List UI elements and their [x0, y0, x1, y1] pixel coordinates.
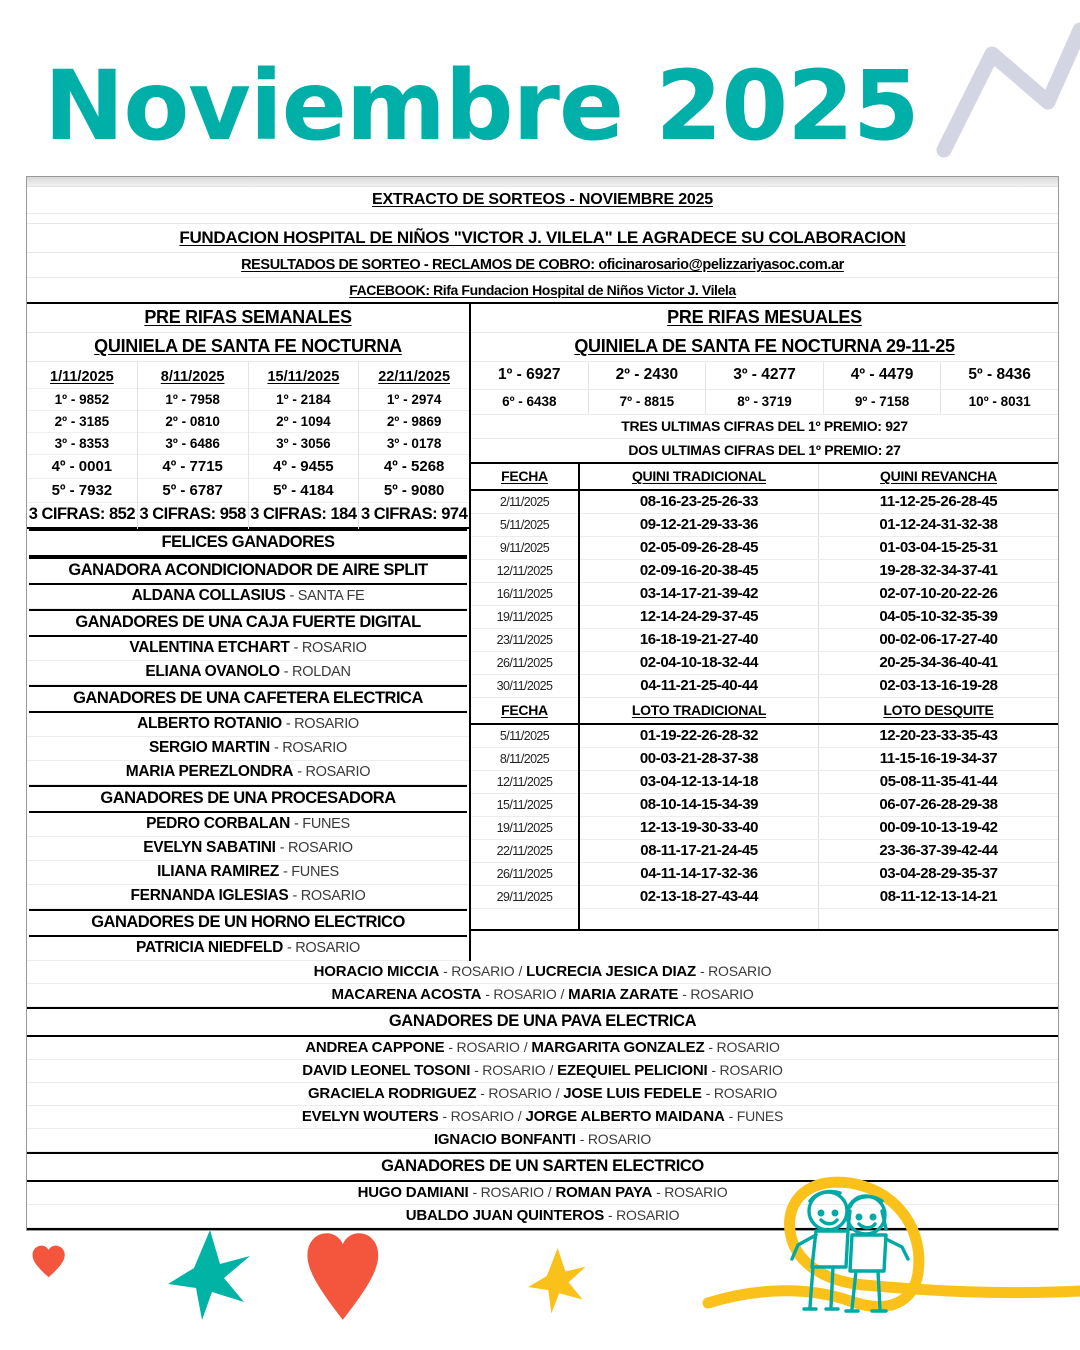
- quini-date: 2/11/2025: [471, 490, 579, 514]
- winner-name-row: ANDREA CAPPONE - ROSARIO / MARGARITA GONZALEZ - ROSARIO: [27, 1037, 1058, 1060]
- loto-header-1: FECHA: [471, 698, 579, 724]
- winner-name-row: PEDRO CORBALAN - FUNES: [27, 813, 469, 837]
- winner-group-heading: GANADORES DE UNA PROCESADORA: [29, 785, 467, 813]
- loto-numbers: 03-04-28-29-35-37: [819, 863, 1059, 886]
- winner-name-row: ELIANA OVANOLO - ROLDAN: [27, 661, 469, 685]
- table-row: [471, 886, 1058, 909]
- loto-date: 26/11/2025: [471, 863, 579, 886]
- weekly-cifras: 3 CIFRAS: 974: [359, 502, 469, 529]
- loto-date: 12/11/2025: [471, 771, 579, 794]
- quini-numbers: 03-14-17-21-39-42: [579, 583, 819, 606]
- winner-name-row: EVELYN SABATINI - ROSARIO: [27, 837, 469, 861]
- weekly-subtitle: QUINIELA DE SANTA FE NOCTURNA: [94, 336, 402, 356]
- quini-header-1: FECHA: [471, 464, 579, 490]
- weekly-prize: 5º - 4184: [249, 478, 359, 502]
- loto-date: 29/11/2025: [471, 886, 579, 909]
- quini-date: 30/11/2025: [471, 675, 579, 698]
- lottery-results-sheet: [26, 176, 1059, 1231]
- winner-name-row: FERNANDA IGLESIAS - ROSARIO: [27, 885, 469, 909]
- small-heart-icon: [32, 1246, 64, 1278]
- table-row: [471, 537, 1058, 560]
- quini-numbers: 19-28-32-34-37-41: [819, 560, 1059, 583]
- loto-numbers: 12-13-19-30-33-40: [579, 817, 819, 840]
- weekly-prize: 1º - 9852: [27, 388, 137, 410]
- loto-numbers: 04-11-14-17-32-36: [579, 863, 819, 886]
- winner-name-row: EVELYN WOUTERS - ROSARIO / JORGE ALBERTO MAIDANA - FUNES: [27, 1106, 1058, 1129]
- quini-numbers: 04-05-10-32-35-39: [819, 606, 1059, 629]
- winners-banner: FELICES GANADORES: [29, 529, 467, 557]
- weekly-column-1: [27, 361, 138, 529]
- spacer-row: [27, 214, 1058, 224]
- weekly-prize: 3º - 3056: [249, 432, 359, 454]
- weekly-grid: [27, 361, 469, 529]
- quini-header-3: QUINI REVANCHA: [819, 464, 1059, 490]
- quini-numbers: 12-14-24-29-37-45: [579, 606, 819, 629]
- weekly-prize: 1º - 2184: [249, 388, 359, 410]
- winner-name-row: HORACIO MICCIA - ROSARIO / LUCRECIA JESICA DIAZ - ROSARIO: [27, 961, 1058, 984]
- monthly-title: PRE RIFAS MESUALES: [471, 304, 1058, 333]
- table-row: [471, 560, 1058, 583]
- quini-header-2: QUINI TRADICIONAL: [579, 464, 819, 490]
- winner-group-heading: GANADORA ACONDICIONADOR DE AIRE SPLIT: [29, 557, 467, 585]
- monthly-prize-cell: 1º - 6927: [471, 361, 589, 389]
- weekly-prize: 2º - 1094: [249, 410, 359, 432]
- winner-name-row: SERGIO MARTIN - ROSARIO: [27, 737, 469, 761]
- monthly-column: [471, 302, 1058, 961]
- weekly-prize: 4º - 7715: [138, 454, 248, 478]
- winner-group-heading: GANADORES DE UNA CAJA FUERTE DIGITAL: [29, 609, 467, 637]
- quini-numbers: 02-09-16-20-38-45: [579, 560, 819, 583]
- monthly-prize-cell: 5º - 8436: [941, 361, 1058, 389]
- winner-name-row: DAVID LEONEL TOSONI - ROSARIO / EZEQUIEL PELICIONI - ROSARIO: [27, 1060, 1058, 1083]
- table-row: [471, 840, 1058, 863]
- monthly-prize-cell: 7º - 8815: [589, 389, 707, 414]
- winner-group-heading: GANADORES DE UNA PAVA ELECTRICA: [27, 1007, 1058, 1037]
- tres-ultimas-cifras: TRES ULTIMAS CIFRAS DEL 1º PREMIO: 927: [471, 414, 1058, 438]
- weekly-column: [27, 302, 471, 961]
- weekly-prize: 3º - 0178: [359, 432, 469, 454]
- weekly-column-4: [359, 361, 469, 529]
- teal-star-icon: [168, 1230, 250, 1320]
- quini-numbers: 02-03-13-16-19-28: [819, 675, 1059, 698]
- winner-name-row: PATRICIA NIEDFELD - ROSARIO: [27, 937, 469, 961]
- winner-name-row: ALDANA COLLASIUS - SANTA FE: [27, 585, 469, 609]
- weekly-prize: 5º - 7932: [27, 478, 137, 502]
- weekly-prize: 3º - 8353: [27, 432, 137, 454]
- loto-results-table: [471, 698, 1058, 931]
- loto-numbers: 00-09-10-13-19-42: [819, 817, 1059, 840]
- table-row: [471, 606, 1058, 629]
- foundation-line: FUNDACION HOSPITAL DE NIÑOS "VICTOR J. VILELA" LE AGRADECE SU COLABORACION: [27, 224, 1058, 253]
- table-row: [471, 675, 1058, 698]
- monthly-prizes-row-2: [471, 389, 1058, 414]
- winners-left-list: [27, 529, 469, 961]
- table-spacer-row: [471, 909, 1058, 931]
- weekly-date: 15/11/2025: [249, 361, 359, 388]
- loto-numbers: 05-08-11-35-41-44: [819, 771, 1059, 794]
- loto-date: 8/11/2025: [471, 748, 579, 771]
- quini-date: 9/11/2025: [471, 537, 579, 560]
- winners-full-width-list: [27, 961, 1058, 1228]
- weekly-column-3: [249, 361, 360, 529]
- weekly-prize: 2º - 3185: [27, 410, 137, 432]
- quini-numbers: 16-18-19-21-27-40: [579, 629, 819, 652]
- page-title: Noviembre 2025: [44, 50, 919, 162]
- monthly-prize-cell: 3º - 4277: [706, 361, 824, 389]
- winner-name-row: VALENTINA ETCHART - ROSARIO: [27, 637, 469, 661]
- quini-numbers: 00-02-06-17-27-40: [819, 629, 1059, 652]
- monthly-prize-cell: 2º - 2430: [589, 361, 707, 389]
- facebook-line: FACEBOOK: Rifa Fundacion Hospital de Niños Victor J. Vilela: [349, 282, 736, 298]
- monthly-prize-cell: 10º - 8031: [941, 389, 1058, 414]
- loto-numbers: 23-36-37-39-42-44: [819, 840, 1059, 863]
- quini-numbers: 01-12-24-31-32-38: [819, 514, 1059, 537]
- winner-name-row: MARIA PEREZLONDRA - ROSARIO: [27, 761, 469, 785]
- quini-date: 12/11/2025: [471, 560, 579, 583]
- weekly-prize: 1º - 2974: [359, 388, 469, 410]
- sheet-bottom-border: [27, 1228, 1058, 1230]
- winner-name-row: ILIANA RAMIREZ - FUNES: [27, 861, 469, 885]
- yellow-star-icon: [528, 1248, 586, 1314]
- winner-name-row: HUGO DAMIANI - ROSARIO / ROMAN PAYA - ROSARIO: [27, 1182, 1058, 1205]
- table-row: [471, 817, 1058, 840]
- table-row: [471, 583, 1058, 606]
- loto-numbers: 00-03-21-28-37-38: [579, 748, 819, 771]
- loto-date: 5/11/2025: [471, 724, 579, 748]
- weekly-prize: 4º - 9455: [249, 454, 359, 478]
- dos-ultimas-cifras: DOS ULTIMAS CIFRAS DEL 1º PREMIO: 27: [471, 438, 1058, 464]
- table-row: [471, 514, 1058, 537]
- table-row: [471, 771, 1058, 794]
- weekly-cifras: 3 CIFRAS: 958: [138, 502, 248, 529]
- quini-results-table: [471, 464, 1058, 698]
- table-row: [471, 748, 1058, 771]
- quini-numbers: 08-16-23-25-26-33: [579, 490, 819, 514]
- quini-date: 16/11/2025: [471, 583, 579, 606]
- weekly-cifras: 3 CIFRAS: 184: [249, 502, 359, 529]
- table-row: [471, 724, 1058, 748]
- loto-header-3: LOTO DESQUITE: [819, 698, 1059, 724]
- monthly-prize-cell: 8º - 3719: [706, 389, 824, 414]
- loto-numbers: 08-11-17-21-24-45: [579, 840, 819, 863]
- sheet-main-title: EXTRACTO DE SORTEOS - NOVIEMBRE 2025: [27, 187, 1058, 214]
- table-row: [471, 652, 1058, 675]
- monthly-subtitle: QUINIELA DE SANTA FE NOCTURNA 29-11-25: [574, 336, 955, 356]
- quini-date: 26/11/2025: [471, 652, 579, 675]
- monthly-prizes-row-1: [471, 361, 1058, 389]
- weekly-date: 22/11/2025: [359, 361, 469, 388]
- sheet-top-band: [27, 177, 1058, 187]
- big-heart-icon: [307, 1233, 378, 1320]
- squiggle-decoration-icon: [930, 18, 1080, 163]
- quini-date: 5/11/2025: [471, 514, 579, 537]
- weekly-prize: 3º - 6486: [138, 432, 248, 454]
- loto-numbers: 12-20-23-33-35-43: [819, 724, 1059, 748]
- weekly-prize: 2º - 0810: [138, 410, 248, 432]
- table-row: [471, 794, 1058, 817]
- loto-date: 22/11/2025: [471, 840, 579, 863]
- quini-numbers: 04-11-21-25-40-44: [579, 675, 819, 698]
- weekly-prize: 2º - 9869: [359, 410, 469, 432]
- winner-group-heading: GANADORES DE UN HORNO ELECTRICO: [29, 909, 467, 937]
- quini-date: 19/11/2025: [471, 606, 579, 629]
- loto-numbers: 06-07-26-28-29-38: [819, 794, 1059, 817]
- monthly-prize-cell: 6º - 6438: [471, 389, 589, 414]
- weekly-prize: 5º - 6787: [138, 478, 248, 502]
- two-column-body: [27, 302, 1058, 961]
- winner-name-row: IGNACIO BONFANTI - ROSARIO: [27, 1129, 1058, 1152]
- quini-numbers: 09-12-21-29-33-36: [579, 514, 819, 537]
- loto-numbers: 01-19-22-26-28-32: [579, 724, 819, 748]
- winner-name-row: MACARENA ACOSTA - ROSARIO / MARIA ZARATE - ROSARIO: [27, 984, 1058, 1007]
- quini-date: 23/11/2025: [471, 629, 579, 652]
- loto-header-2: LOTO TRADICIONAL: [579, 698, 819, 724]
- loto-numbers: 03-04-12-13-14-18: [579, 771, 819, 794]
- winner-name-row: GRACIELA RODRIGUEZ - ROSARIO / JOSE LUIS FEDELE - ROSARIO: [27, 1083, 1058, 1106]
- loto-numbers: 08-10-14-15-34-39: [579, 794, 819, 817]
- quini-numbers: 20-25-34-36-40-41: [819, 652, 1059, 675]
- quini-numbers: 11-12-25-26-28-45: [819, 490, 1059, 514]
- winner-name-row: UBALDO JUAN QUINTEROS - ROSARIO: [27, 1205, 1058, 1228]
- winner-group-heading: GANADORES DE UN SARTEN ELECTRICO: [27, 1152, 1058, 1182]
- monthly-prize-cell: 9º - 7158: [824, 389, 942, 414]
- weekly-column-2: [138, 361, 249, 529]
- quini-numbers: 02-05-09-26-28-45: [579, 537, 819, 560]
- winner-group-heading: GANADORES DE UNA CAFETERA ELECTRICA: [29, 685, 467, 713]
- quini-numbers: 02-07-10-20-22-26: [819, 583, 1059, 606]
- weekly-prize: 1º - 7958: [138, 388, 248, 410]
- loto-numbers: 02-13-18-27-43-44: [579, 886, 819, 909]
- quini-numbers: 02-04-10-18-32-44: [579, 652, 819, 675]
- loto-numbers: 11-15-16-19-34-37: [819, 748, 1059, 771]
- quini-table-header: [471, 464, 1058, 490]
- weekly-title: PRE RIFAS SEMANALES: [27, 304, 469, 333]
- winner-name-row: ALBERTO ROTANIO - ROSARIO: [27, 713, 469, 737]
- contact-line: RESULTADOS DE SORTEO - RECLAMOS DE COBRO: oficinarosario@pelizzariyasoc.com.ar: [27, 253, 1058, 278]
- weekly-cifras: 3 CIFRAS: 852: [27, 502, 137, 529]
- weekly-prize: 4º - 0001: [27, 454, 137, 478]
- loto-date: 19/11/2025: [471, 817, 579, 840]
- loto-table-header: [471, 698, 1058, 724]
- weekly-date: 1/11/2025: [27, 361, 137, 388]
- table-row: [471, 629, 1058, 652]
- monthly-prize-cell: 4º - 4479: [824, 361, 942, 389]
- weekly-prize: 5º - 9080: [359, 478, 469, 502]
- table-row: [471, 863, 1058, 886]
- loto-numbers: 08-11-12-13-14-21: [819, 886, 1059, 909]
- loto-date: 15/11/2025: [471, 794, 579, 817]
- table-row: [471, 490, 1058, 514]
- quini-numbers: 01-03-04-15-25-31: [819, 537, 1059, 560]
- weekly-date: 8/11/2025: [138, 361, 248, 388]
- weekly-prize: 4º - 5268: [359, 454, 469, 478]
